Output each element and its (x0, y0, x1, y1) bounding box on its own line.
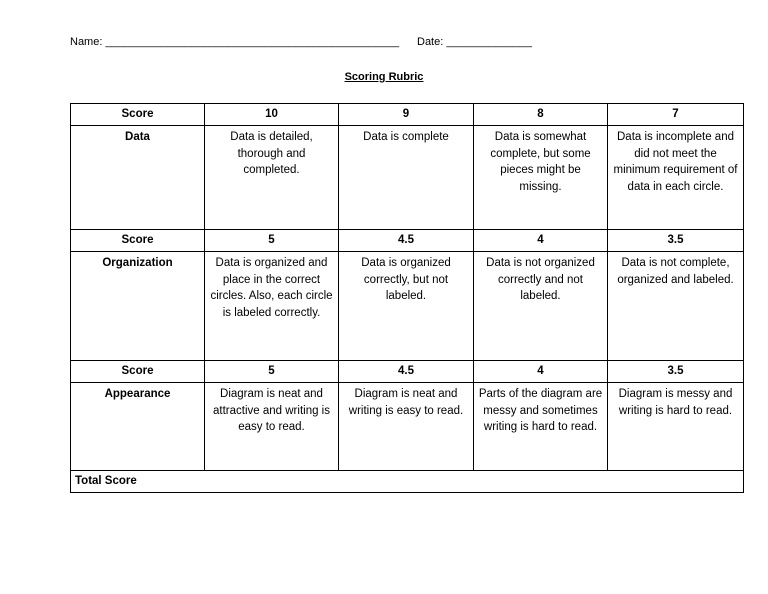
descriptor-cell: Diagram is neat and attractive and writing is easy to read. (205, 383, 339, 471)
descriptor-cell: Data is organized and place in the correct circles. Also, each circle is labeled correctly. (205, 252, 339, 361)
score-value-cell: 7 (608, 104, 744, 126)
total-score-row (71, 471, 744, 493)
score-header-row (71, 361, 744, 383)
score-value-cell: 4.5 (339, 361, 474, 383)
score-value-cell: 5 (205, 230, 339, 252)
date-field-line: Date: ______________ (417, 36, 532, 48)
criterion-row-appearance (71, 383, 744, 471)
score-label-cell: Score (71, 230, 205, 252)
descriptor-cell: Data is complete (339, 126, 474, 230)
criterion-label-cell: Appearance (71, 383, 205, 471)
descriptor-cell: Data is not organized correctly and not labeled. (474, 252, 608, 361)
criterion-label-cell: Organization (71, 252, 205, 361)
criterion-label-cell: Data (71, 126, 205, 230)
score-value-cell: 10 (205, 104, 339, 126)
descriptor-cell: Parts of the diagram are messy and sometimes writing is hard to read. (474, 383, 608, 471)
descriptor-cell: Diagram is neat and writing is easy to read. (339, 383, 474, 471)
descriptor-cell: Data is incomplete and did not meet the minimum requirement of data in each circle. (608, 126, 744, 230)
score-value-cell: 9 (339, 104, 474, 126)
score-label-cell: Score (71, 361, 205, 383)
page-title: Scoring Rubric (344, 71, 424, 83)
name-field-line: Name: ________________________________________________ (70, 36, 400, 48)
descriptor-cell: Data is detailed, thorough and completed. (205, 126, 339, 230)
descriptor-cell: Data is not complete, organized and labeled. (608, 252, 744, 361)
score-value-cell: 3.5 (608, 361, 744, 383)
score-value-cell: 3.5 (608, 230, 744, 252)
scoring-rubric-table (70, 103, 744, 493)
score-header-row (71, 230, 744, 252)
descriptor-cell: Data is somewhat complete, but some pieces might be missing. (474, 126, 608, 230)
score-value-cell: 8 (474, 104, 608, 126)
criterion-row-organization (71, 252, 744, 361)
total-score-cell: Total Score (71, 471, 744, 493)
score-value-cell: 4 (474, 230, 608, 252)
score-value-cell: 4 (474, 361, 608, 383)
score-header-row (71, 104, 744, 126)
descriptor-cell: Diagram is messy and writing is hard to read. (608, 383, 744, 471)
score-label-cell: Score (71, 104, 205, 126)
score-value-cell: 5 (205, 361, 339, 383)
score-value-cell: 4.5 (339, 230, 474, 252)
descriptor-cell: Data is organized correctly, but not labeled. (339, 252, 474, 361)
criterion-row-data (71, 126, 744, 230)
